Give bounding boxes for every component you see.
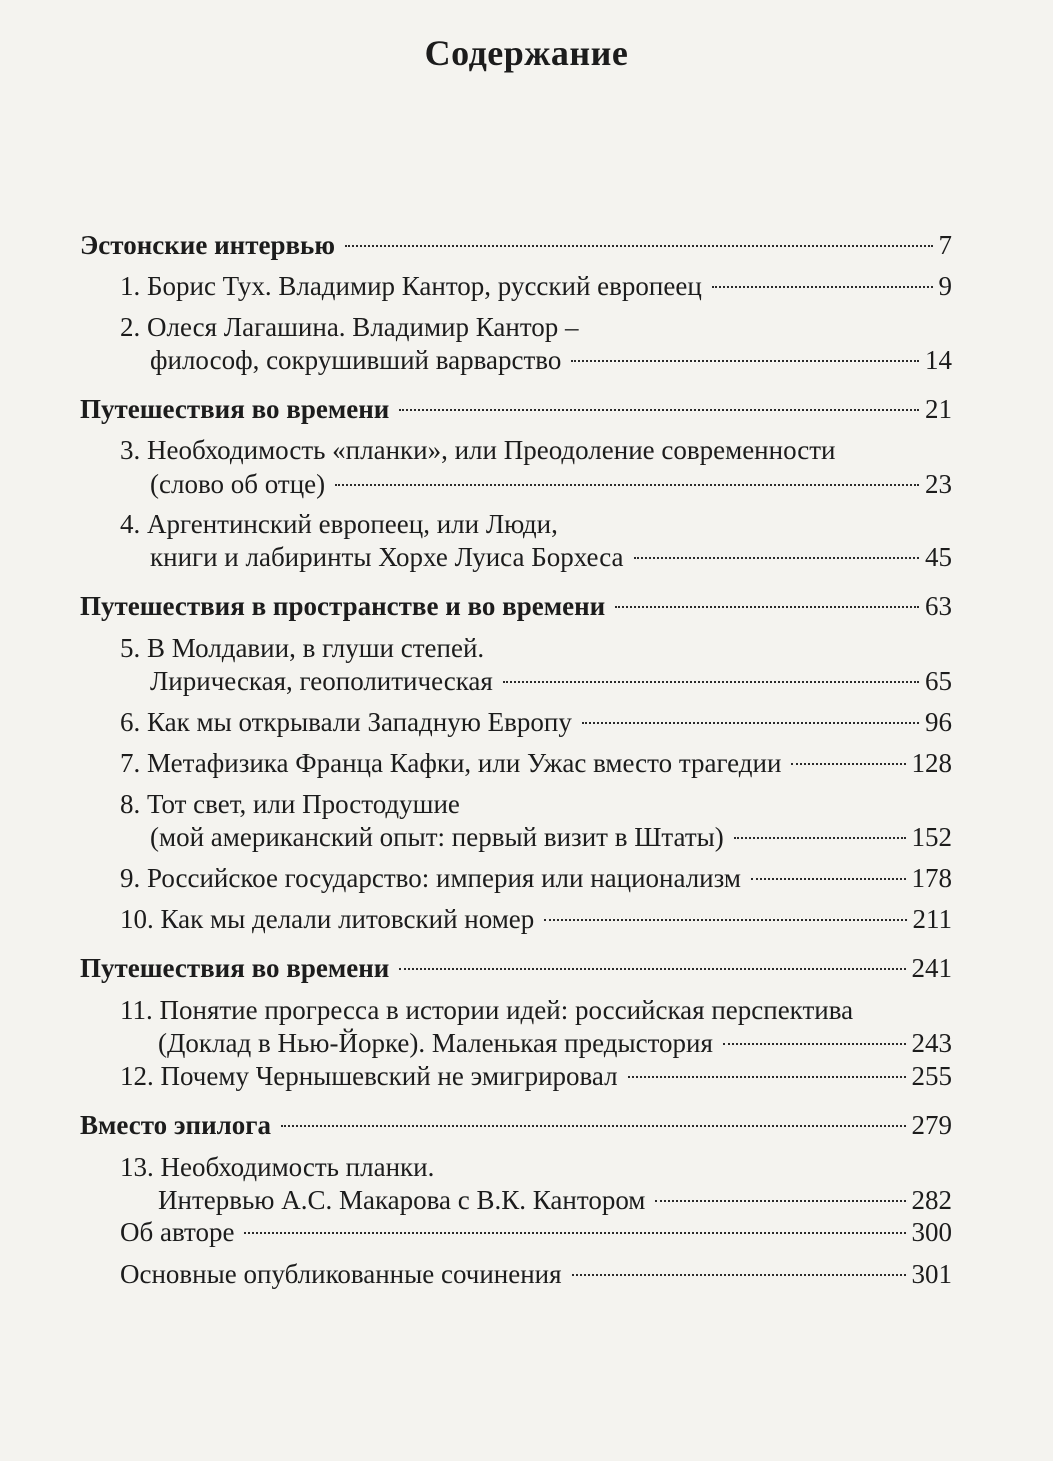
toc-page-number: 96: [925, 707, 952, 737]
toc-entry-title: Эстонские интервью: [80, 230, 335, 260]
toc-entry[interactable]: 4. Аргентинский европеец, или Люди,: [120, 509, 558, 539]
toc-entry[interactable]: [120, 902, 952, 936]
dot-leader: [544, 919, 906, 921]
toc-entry-title: Основные опубликованные сочинения: [120, 1259, 562, 1289]
toc-page-number: 300: [911, 1217, 952, 1247]
toc-entry-title: Вместо эпилога: [80, 1110, 272, 1140]
dot-leader: [399, 968, 905, 970]
toc-entry[interactable]: 13. Необходимость планки.: [120, 1152, 435, 1182]
toc-entry[interactable]: 5. В Молдавии, в глуши степей.: [120, 633, 485, 663]
toc-entry[interactable]: [120, 1257, 952, 1291]
toc-entry-title: книги и лабиринты Хорхе Луиса Борхеса: [150, 542, 624, 572]
dot-leader: [655, 1200, 905, 1202]
toc-entry-title: Лирическая, геополитическая: [150, 666, 493, 696]
toc-page-number: 23: [925, 469, 952, 499]
dot-leader: [571, 360, 919, 362]
toc-page-number: 14: [925, 345, 952, 375]
toc-entry-title: 12. Почему Чернышевский не эмигрировал: [120, 1061, 618, 1091]
toc-section[interactable]: [80, 951, 952, 985]
toc-entry-title: Путешествия во времени: [80, 394, 390, 424]
toc-entry-continuation[interactable]: [158, 1183, 952, 1217]
toc-section[interactable]: [80, 392, 952, 426]
toc-entry-continuation[interactable]: [150, 820, 952, 854]
dot-leader: [244, 1232, 905, 1234]
toc-page-number: 9: [938, 271, 952, 301]
toc-entry[interactable]: [120, 746, 952, 780]
toc-section[interactable]: [80, 1108, 952, 1142]
toc-page-number: 45: [925, 542, 952, 572]
toc-entry-continuation[interactable]: [150, 343, 952, 377]
toc-entry-title: 7. Метафизика Франца Кафки, или Ужас вместо трагедии: [120, 748, 782, 778]
toc-entry-title: (слово об отце): [150, 469, 326, 499]
toc-page-number: 282: [911, 1185, 952, 1215]
dot-leader: [399, 409, 919, 411]
toc-entry[interactable]: 11. Понятие прогресса в истории идей: российская перспектива: [120, 995, 854, 1025]
toc-entry-title: Интервью А.С. Макарова с В.К. Кантором: [158, 1185, 646, 1215]
toc-page-number: 63: [925, 591, 952, 621]
toc-page-number: 65: [925, 666, 952, 696]
toc-section[interactable]: [80, 589, 952, 623]
toc-entry-title: 10. Как мы делали литовский номер: [120, 904, 535, 934]
dot-leader: [734, 837, 906, 839]
toc-page-number: 152: [911, 822, 952, 852]
toc-page-number: 211: [912, 904, 952, 934]
dot-leader: [634, 557, 919, 559]
dot-leader: [281, 1125, 905, 1127]
toc-page-number: 301: [911, 1259, 952, 1289]
toc-entry[interactable]: [120, 269, 952, 303]
toc-entry-continuation[interactable]: [150, 664, 952, 698]
toc-page-number: 178: [911, 863, 952, 893]
toc-entry[interactable]: 2. Олеся Лагашина. Владимир Кантор –: [120, 312, 579, 342]
toc-entry-title: Путешествия во времени: [80, 953, 390, 983]
dot-leader: [335, 484, 919, 486]
toc-entry-title: Путешествия в пространстве и во времени: [80, 591, 606, 621]
toc-entry[interactable]: 3. Необходимость «планки», или Преодоление современности: [120, 435, 836, 465]
toc-entry[interactable]: 8. Тот свет, или Простодушие: [120, 789, 460, 819]
dot-leader: [503, 681, 919, 683]
toc-page-number: 241: [911, 953, 952, 983]
dot-leader: [712, 286, 933, 288]
dot-leader: [751, 878, 906, 880]
toc-entry-continuation[interactable]: [158, 1026, 952, 1060]
toc-page-number: 21: [925, 394, 952, 424]
dot-leader: [345, 245, 933, 247]
toc-page-number: 255: [911, 1061, 952, 1091]
toc-entry-title: 1. Борис Тух. Владимир Кантор, русский европеец: [120, 271, 702, 301]
toc-page-number: 243: [911, 1028, 952, 1058]
toc-page-number: 7: [938, 230, 952, 260]
toc-section[interactable]: [80, 228, 952, 262]
dot-leader: [628, 1076, 906, 1078]
toc-page-number: 279: [911, 1110, 952, 1140]
page-title: Содержание: [424, 33, 629, 73]
toc-entry-title: (мой американский опыт: первый визит в Штаты): [150, 822, 724, 852]
dot-leader: [791, 763, 905, 765]
toc-entry-title: 6. Как мы открывали Западную Европу: [120, 707, 572, 737]
toc-entry-continuation[interactable]: [150, 540, 952, 574]
dot-leader: [615, 606, 919, 608]
toc-entry-title: (Доклад в Нью-Йорке). Маленькая предыстория: [158, 1028, 713, 1058]
toc-page-number: 128: [911, 748, 952, 778]
toc-entry[interactable]: [120, 705, 952, 739]
toc-entry[interactable]: [120, 1215, 952, 1249]
dot-leader: [723, 1043, 906, 1045]
toc-entry-title: 9. Российское государство: империя или национализм: [120, 863, 741, 893]
toc-entry[interactable]: [120, 1059, 952, 1093]
dot-leader: [582, 722, 919, 724]
toc-entry-title: Об авторе: [120, 1217, 235, 1247]
toc-entry-continuation[interactable]: [150, 467, 952, 501]
dot-leader: [572, 1274, 906, 1276]
toc-entry[interactable]: [120, 861, 952, 895]
toc-entry-title: философ, сокрушивший варварство: [150, 345, 562, 375]
